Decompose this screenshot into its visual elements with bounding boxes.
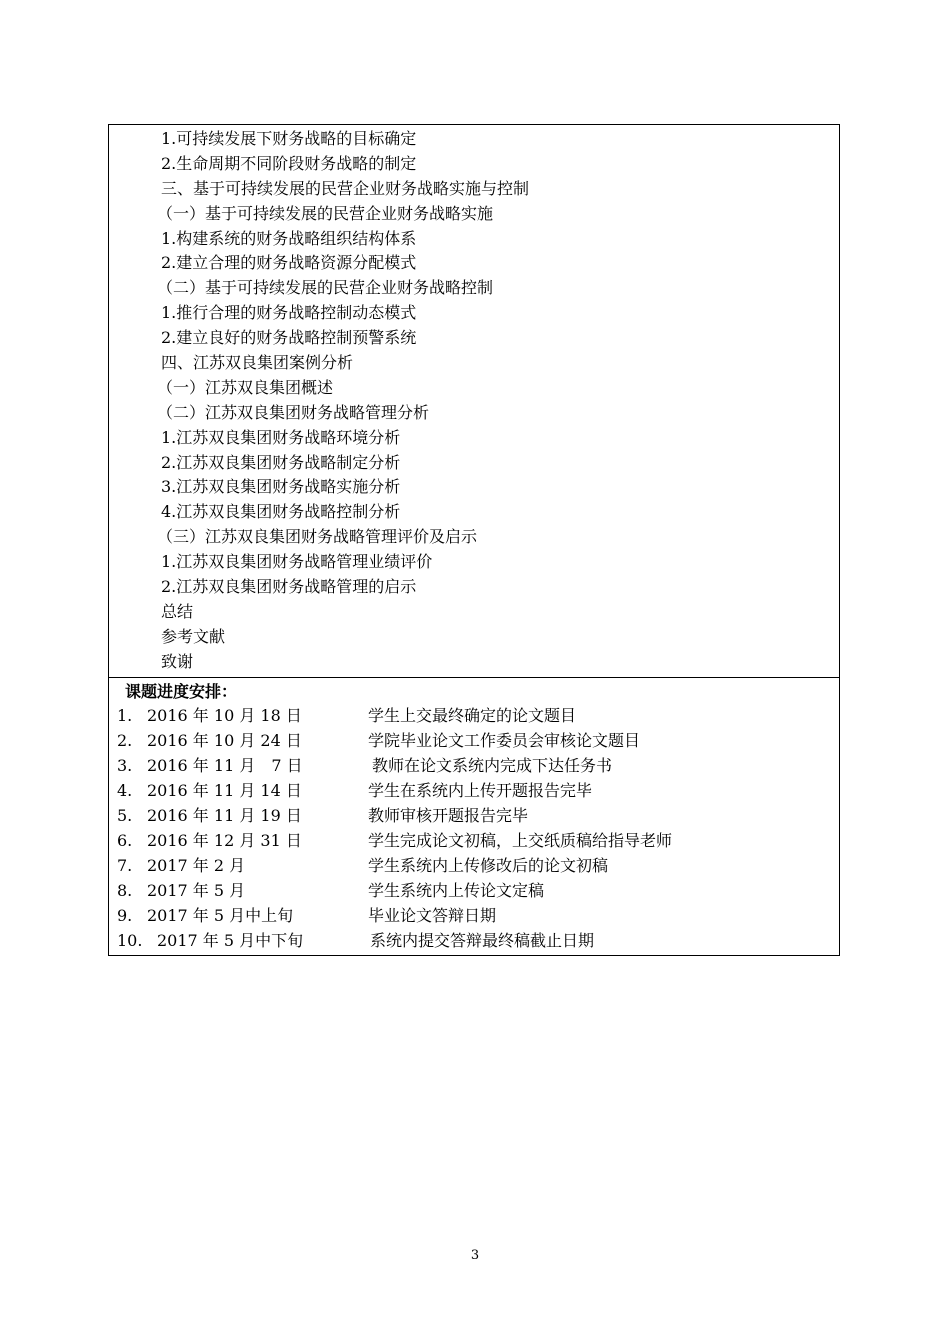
schedule-row-date: 2016 年 11 月 7 日 bbox=[147, 756, 303, 776]
outline-line: 1.可持续发展下财务战略的目标确定 bbox=[161, 129, 417, 148]
outline-line: （二）基于可持续发展的民营企业财务战略控制 bbox=[157, 278, 494, 298]
schedule-row-date: 2016 年 11 月 14 日 bbox=[147, 781, 302, 801]
schedule-row-task: 学生在系统内上传开题报告完毕 bbox=[368, 781, 593, 801]
schedule-row-task: 毕业论文答辩日期 bbox=[368, 905, 497, 925]
schedule-row-date: 2017 年 5 月中下旬 bbox=[157, 930, 304, 950]
schedule-row-date: 2016 年 11 月 19 日 bbox=[147, 806, 302, 826]
outline-line: （三）江苏双良集团财务战略管理评价及启示 bbox=[157, 527, 478, 547]
schedule-row-task: 学生系统内上传修改后的论文初稿 bbox=[368, 855, 609, 875]
outline-line: 1.江苏双良集团财务战略管理业绩评价 bbox=[161, 552, 433, 572]
schedule-row bbox=[109, 929, 839, 954]
schedule-row-date: 2017 年 5 月 bbox=[147, 880, 246, 900]
schedule-row-date: 2017 年 2 月 bbox=[147, 855, 246, 875]
schedule-row-number: 4. bbox=[117, 781, 133, 801]
schedule-row-number: 10. bbox=[117, 930, 143, 950]
schedule-row-date: 2016 年 10 月 18 日 bbox=[147, 706, 302, 726]
outline-line: 2.建立良好的财务战略控制预警系统 bbox=[161, 328, 417, 348]
schedule-row-task: 学生完成论文初稿，上交纸质稿给指导老师 bbox=[368, 830, 673, 850]
schedule-row-number: 3. bbox=[117, 756, 133, 776]
schedule-row-number: 7. bbox=[117, 855, 133, 875]
schedule-row-task: 学院毕业论文工作委员会审核论文题目 bbox=[368, 731, 641, 751]
outline-line: 四、江苏双良集团案例分析 bbox=[161, 353, 354, 373]
schedule-row bbox=[109, 904, 839, 929]
outline-line: 2.建立合理的财务战略资源分配模式 bbox=[161, 253, 417, 273]
outline-line: 1.构建系统的财务战略组织结构体系 bbox=[161, 228, 417, 248]
schedule-row bbox=[109, 829, 839, 854]
outline-line: 4.江苏双良集团财务战略控制分析 bbox=[161, 502, 401, 522]
schedule-cell bbox=[109, 678, 839, 956]
outline-line: （二）江苏双良集团财务战略管理分析 bbox=[157, 402, 430, 422]
schedule-row bbox=[109, 754, 839, 779]
outline-line: 1.推行合理的财务战略控制动态模式 bbox=[161, 303, 417, 323]
schedule-row-date: 2016 年 12 月 31 日 bbox=[147, 830, 302, 850]
outline-line: 1.江苏双良集团财务战略环境分析 bbox=[161, 427, 401, 447]
schedule-row-number: 8. bbox=[117, 880, 133, 900]
schedule-row-task: 教师审核开题报告完毕 bbox=[368, 806, 529, 826]
schedule-row bbox=[109, 804, 839, 829]
schedule-row-number: 5. bbox=[117, 806, 133, 826]
schedule-row bbox=[109, 729, 839, 754]
outline-line: 2.生命周期不同阶段财务战略的制定 bbox=[161, 153, 417, 173]
schedule-row-date: 2016 年 10 月 24 日 bbox=[147, 731, 302, 751]
schedule-row-task: 教师在论文系统内完成下达任务书 bbox=[372, 756, 613, 776]
outline-line: （一）基于可持续发展的民营企业财务战略实施 bbox=[157, 203, 494, 223]
schedule-row bbox=[109, 879, 839, 904]
outline-line: 三、基于可持续发展的民营企业财务战略实施与控制 bbox=[161, 178, 530, 198]
schedule-row-number: 2. bbox=[117, 731, 133, 751]
schedule-heading: 课题进度安排： bbox=[125, 681, 238, 701]
outline-line: 总结 bbox=[161, 601, 194, 621]
form-table bbox=[108, 124, 840, 956]
schedule-row-task: 学生系统内上传论文定稿 bbox=[368, 880, 545, 900]
schedule-row bbox=[109, 779, 839, 804]
outline-line: 参考文献 bbox=[161, 626, 226, 646]
schedule-row-task: 系统内提交答辩最终稿截止日期 bbox=[370, 930, 595, 950]
outline-line: 2.江苏双良集团财务战略制定分析 bbox=[161, 452, 401, 472]
page-number: 3 bbox=[470, 1248, 480, 1263]
schedule-row bbox=[109, 704, 839, 729]
outline-line: （一）江苏双良集团概述 bbox=[157, 377, 334, 397]
outline-line: 2.江苏双良集团财务战略管理的启示 bbox=[161, 577, 417, 597]
schedule-row-number: 6. bbox=[117, 830, 133, 850]
outline-line: 致谢 bbox=[161, 651, 194, 671]
schedule-row bbox=[109, 854, 839, 879]
schedule-row-number: 9. bbox=[117, 905, 133, 925]
outline-line: 3.江苏双良集团财务战略实施分析 bbox=[161, 477, 401, 497]
thesis-outline-cell bbox=[109, 125, 839, 678]
schedule-row-date: 2017 年 5 月中上旬 bbox=[147, 905, 294, 925]
schedule-row-task: 学生上交最终确定的论文题目 bbox=[368, 706, 577, 726]
schedule-row-number: 1. bbox=[117, 706, 133, 726]
